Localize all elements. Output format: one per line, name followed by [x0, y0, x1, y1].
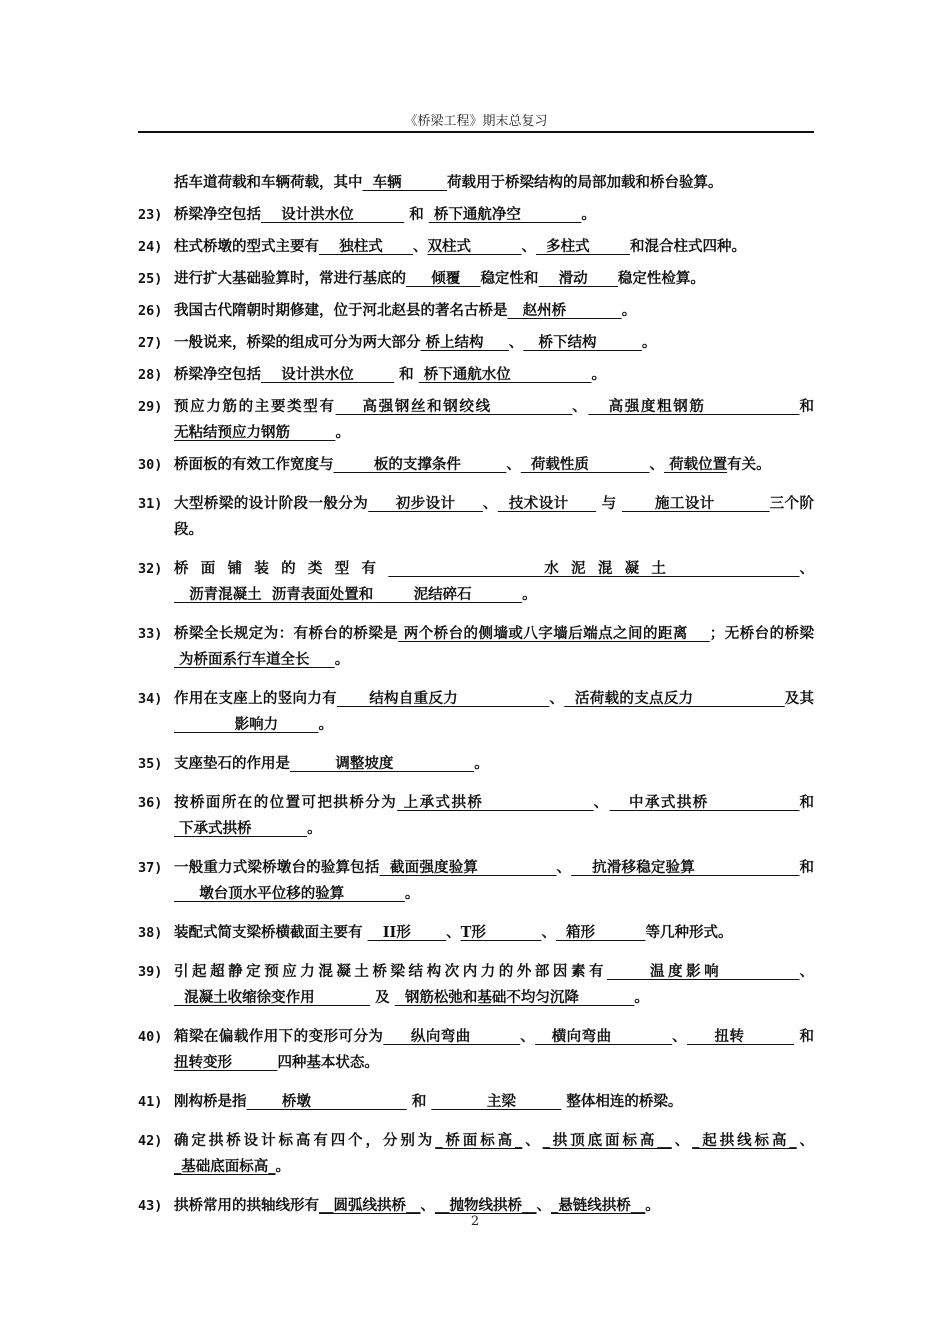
question-text-segment: 桥面板的有效工作宽度与	[174, 456, 334, 473]
question-number: 26)	[138, 303, 163, 319]
answer-blank: 结构自重反力	[337, 690, 550, 707]
question-text-segment: 、	[536, 1197, 551, 1214]
question-text-segment: 和	[406, 1093, 432, 1110]
question-text-segment: 整体相连的桥梁。	[561, 1093, 683, 1110]
question-text	[174, 362, 814, 388]
answer-blank: 中承式拱桥	[609, 794, 800, 811]
question-item	[138, 202, 814, 228]
question-text-segment: 等几种形式。	[645, 924, 733, 941]
answer-blank: 高强度粗钢筋	[588, 398, 800, 415]
question-item	[138, 556, 814, 608]
question-text-segment: 、	[549, 690, 565, 707]
question-text-segment: 柱式桥墩的型式主要有	[174, 238, 319, 255]
question-item	[138, 686, 814, 738]
answer-blank: _桥面标高_	[435, 1132, 523, 1149]
question-text-segment: 作用在支座上的竖向力有	[174, 690, 338, 707]
question-number: 32)	[138, 561, 163, 577]
answer-blank: 钢筋松弛和基础不均匀沉降	[394, 989, 635, 1006]
question-text-segment: 、	[446, 924, 461, 941]
answer-blank: 施工设计	[622, 495, 770, 512]
question-text	[174, 855, 814, 907]
question-number: 25)	[138, 271, 163, 287]
answer-blank: 技术设计	[497, 495, 597, 512]
answer-blank: 设计洪水位	[261, 366, 395, 383]
question-number: 41)	[138, 1094, 163, 1110]
question-number: 42)	[138, 1133, 163, 1149]
answer-blank: _基础底面标高_	[174, 1158, 276, 1175]
question-number: 23)	[138, 207, 163, 223]
question-number: 43)	[138, 1198, 163, 1214]
answer-blank: 沥青混凝土 沥青表面处置和	[174, 586, 374, 603]
numbered-questions	[138, 202, 814, 1219]
question-text	[174, 298, 814, 324]
question-text-segment: 。	[645, 1197, 660, 1214]
question-text-segment: ；无桥台的桥梁	[709, 625, 814, 642]
answer-blank: 抗滑移稳定验算	[571, 859, 800, 876]
answer-blank: 桥下结构	[523, 334, 642, 351]
question-text-segment: 。	[581, 206, 596, 223]
question-item	[138, 751, 814, 777]
question-item	[138, 234, 814, 260]
continuation-text-end: 荷载用于桥梁结构的局部加载和桥台验算。	[447, 174, 723, 191]
question-text-segment: 。	[634, 989, 649, 1006]
question-item	[138, 362, 814, 388]
question-item	[138, 330, 814, 356]
question-text-segment: 三个阶段。	[174, 495, 814, 538]
answer-blank: 倾覆	[406, 270, 481, 287]
question-text-segment: 、	[506, 456, 521, 473]
answer-blank: 混凝土收缩徐变作用	[174, 989, 371, 1006]
continuation-text: 括车道荷载和车辆荷载，其中	[174, 174, 363, 191]
question-text-segment: 和	[799, 398, 814, 415]
question-item	[138, 394, 814, 446]
question-text-segment: 桥梁净空包括	[174, 366, 261, 383]
question-item	[138, 1024, 814, 1076]
question-text	[174, 1024, 814, 1076]
question-text-segment: 稳定性和	[480, 270, 539, 287]
answer-blank: 水泥混凝土	[388, 560, 800, 577]
answer-blank: 调整坡度	[290, 755, 475, 772]
question-text-segment: 、	[671, 1132, 693, 1149]
question-text-segment: 装配式简支梁桥横截面主要有	[174, 924, 368, 941]
question-text	[174, 1089, 814, 1115]
question-number: 30)	[138, 457, 163, 473]
question-text-segment: 确定拱桥设计标高有四个，分别为	[174, 1132, 436, 1149]
question-text	[174, 790, 814, 842]
answer-blank: 温度影响	[607, 963, 800, 980]
question-text	[174, 234, 814, 260]
question-text-segment: 刚构桥是指	[174, 1093, 247, 1110]
question-text-segment: 、	[796, 1132, 815, 1149]
question-text-segment: 。	[591, 366, 607, 383]
question-text	[174, 686, 814, 738]
question-number: 36)	[138, 795, 163, 811]
answer-blank: 扭转	[687, 1028, 794, 1045]
question-text-segment: 、	[412, 238, 428, 255]
question-text-segment: 和	[799, 794, 815, 811]
answer-blank: 截面强度验算	[379, 859, 557, 876]
question-text-segment: 一般重力式梁桥墩台的验算包括	[174, 859, 380, 876]
answer-blank: 板的支撑条件	[333, 456, 507, 473]
answer-blank: _拱顶底面标高__	[542, 1132, 672, 1149]
question-text-segment: 、	[520, 1028, 536, 1045]
question-text-segment: 、	[508, 334, 524, 351]
question-text-segment: 大型桥梁的设计阶段一般分为	[174, 495, 369, 512]
answer-blank: 高强钢丝和钢绞线	[335, 398, 573, 415]
question-text-segment: 桥面铺装的类型有	[174, 560, 389, 577]
question-text-segment: 一般说来，桥梁的组成可分为两大部分	[174, 334, 421, 351]
question-text-segment: 、	[799, 560, 815, 577]
question-text-segment: 桥梁全长规定为：有桥台的桥梁是	[174, 625, 399, 642]
question-text-segment: 。	[621, 302, 637, 319]
question-list	[138, 170, 814, 1232]
question-number: 39)	[138, 964, 163, 980]
answer-blank: 双柱式	[427, 238, 522, 255]
question-item	[138, 920, 814, 946]
question-text-segment: 、	[541, 924, 556, 941]
question-text-segment: 和	[404, 206, 429, 223]
question-text-segment: 按桥面所在的位置可把拱桥分为	[174, 794, 398, 811]
answer-blank: 桥墩	[246, 1093, 407, 1110]
question-text-segment: 我国古代隋朝时期修建，位于河北赵县的著名古桥是	[174, 302, 508, 319]
answer-blank: 墩台顶水平位移的验算	[174, 885, 405, 902]
question-text-segment: 。	[404, 885, 420, 902]
question-item	[138, 298, 814, 324]
question-text-segment: 及其	[784, 690, 815, 707]
answer-blank: 设计洪水位	[261, 206, 405, 223]
question-text-segment: 、	[572, 398, 589, 415]
question-item	[138, 266, 814, 292]
question-text-segment: 、	[522, 1132, 543, 1149]
answer-blank: 桥下通航净空	[428, 206, 582, 223]
question-number: 40)	[138, 1029, 163, 1045]
header-divider	[138, 131, 814, 133]
question-number: 33)	[138, 626, 163, 642]
answer-blank: 车辆	[362, 174, 448, 191]
answer-blank: 主梁	[431, 1093, 562, 1110]
question-text-segment: 支座垫石的作用是	[174, 755, 290, 772]
question-text-segment: 。	[335, 424, 350, 441]
question-item	[138, 452, 814, 478]
answer-blank: 影响力	[174, 716, 319, 733]
question-number: 29)	[138, 399, 163, 415]
answer-blank: 桥上结构	[420, 334, 509, 351]
question-text-segment: 与	[596, 495, 622, 512]
continuation-paragraph	[138, 170, 814, 196]
question-text-segment: 、	[420, 1197, 435, 1214]
answer-blank: __抛物线拱桥__	[435, 1197, 537, 1214]
answer-blank: ΙΙ形	[367, 924, 447, 941]
question-text	[174, 491, 814, 543]
answer-blank: 为桥面系行车道全长	[174, 651, 335, 668]
question-text	[174, 556, 814, 608]
question-text	[174, 1128, 814, 1180]
question-number: 34)	[138, 691, 163, 707]
question-text-segment: 和	[793, 1028, 814, 1045]
answer-blank: _起拱线标高_	[692, 1132, 797, 1149]
question-number: 31)	[138, 496, 163, 512]
answer-blank: 滑动	[538, 270, 618, 287]
question-text	[174, 266, 814, 292]
question-text-segment: 、	[672, 1028, 688, 1045]
question-text-segment: 预应力筋的主要类型有	[174, 398, 336, 415]
question-text-segment: 。	[641, 334, 657, 351]
answer-blank: 横向弯曲	[535, 1028, 673, 1045]
question-text	[174, 330, 814, 356]
question-text-segment: 。	[275, 1158, 290, 1175]
question-text-segment: 、	[649, 456, 665, 473]
question-text-segment: 四种基本状态。	[277, 1054, 379, 1071]
question-item	[138, 790, 814, 842]
question-text	[174, 394, 814, 446]
answer-blank: T形	[460, 924, 542, 941]
question-text-segment: 桥梁净空包括	[174, 206, 261, 223]
question-item	[138, 1128, 814, 1180]
question-text-segment: 拱桥常用的拱轴线形有	[174, 1197, 319, 1214]
question-text-segment: 。	[318, 716, 333, 733]
question-item	[138, 959, 814, 1011]
question-text	[174, 920, 814, 946]
question-text-segment: 和混合柱式四种。	[629, 238, 746, 255]
question-text-segment: 稳定性检算。	[617, 270, 705, 287]
page-header-title: 《桥梁工程》期末总复习	[404, 114, 548, 129]
question-text-segment: 和	[394, 366, 419, 383]
answer-blank: 荷载性质	[520, 456, 650, 473]
question-number: 27)	[138, 335, 163, 351]
page-number: 2	[470, 1214, 480, 1229]
answer-blank: 下承式拱桥	[174, 820, 308, 837]
answer-blank: 泥结碎石	[373, 586, 523, 603]
answer-blank: 活荷载的支点反力	[564, 690, 785, 707]
question-text	[174, 959, 814, 1011]
question-text-segment: 、	[521, 238, 536, 255]
question-item	[138, 621, 814, 673]
question-text-segment: 、	[593, 794, 610, 811]
answer-blank: 赵州桥	[507, 302, 622, 319]
question-number: 38)	[138, 925, 163, 941]
question-text-segment: 、	[482, 495, 498, 512]
answer-blank: 桥下通航水位	[418, 366, 592, 383]
answer-blank: 纵向弯曲	[383, 1028, 521, 1045]
question-text-segment: 有关。	[727, 456, 771, 473]
question-text-segment: 箱梁在偏载作用下的变形可分为	[174, 1028, 384, 1045]
answer-blank: 荷载位置	[664, 456, 728, 473]
question-text	[174, 621, 814, 673]
question-text	[174, 202, 814, 228]
answer-blank: 初步设计	[368, 495, 483, 512]
answer-blank: 两个桥台的侧墙或八字墙后端点之间的距离	[398, 625, 710, 642]
question-text-segment: 。	[307, 820, 322, 837]
answer-blank: 扭转变形	[174, 1054, 278, 1071]
answer-blank: 多柱式	[535, 238, 630, 255]
question-item	[138, 1089, 814, 1115]
answer-blank: 无粘结预应力钢筋	[174, 424, 336, 441]
question-item	[138, 855, 814, 907]
question-text-segment: 。	[522, 586, 537, 603]
question-number: 35)	[138, 756, 163, 772]
question-text	[174, 452, 814, 478]
question-text-segment: 。	[474, 755, 489, 772]
answer-blank: __圆弧线拱桥__	[319, 1197, 421, 1214]
answer-blank: _悬链线拱桥__	[551, 1197, 646, 1214]
question-text-segment: 引起超静定预应力混凝土桥梁结构次内力的外部因素有	[174, 963, 608, 980]
question-text-segment: 进行扩大基础验算时，常进行基底的	[174, 270, 406, 287]
answer-blank: 独柱式	[319, 238, 413, 255]
answer-blank: 上承式拱桥	[397, 794, 594, 811]
answer-blank: 箱形	[555, 924, 646, 941]
question-text	[174, 751, 814, 777]
question-text-segment: 及	[370, 989, 395, 1006]
question-number: 37)	[138, 860, 163, 876]
question-item	[138, 491, 814, 543]
question-number: 28)	[138, 367, 163, 383]
question-text-segment: 、	[799, 963, 814, 980]
question-number: 24)	[138, 239, 163, 255]
question-text-segment: 。	[334, 651, 350, 668]
question-text-segment: 、	[556, 859, 572, 876]
question-text-segment: 和	[799, 859, 815, 876]
